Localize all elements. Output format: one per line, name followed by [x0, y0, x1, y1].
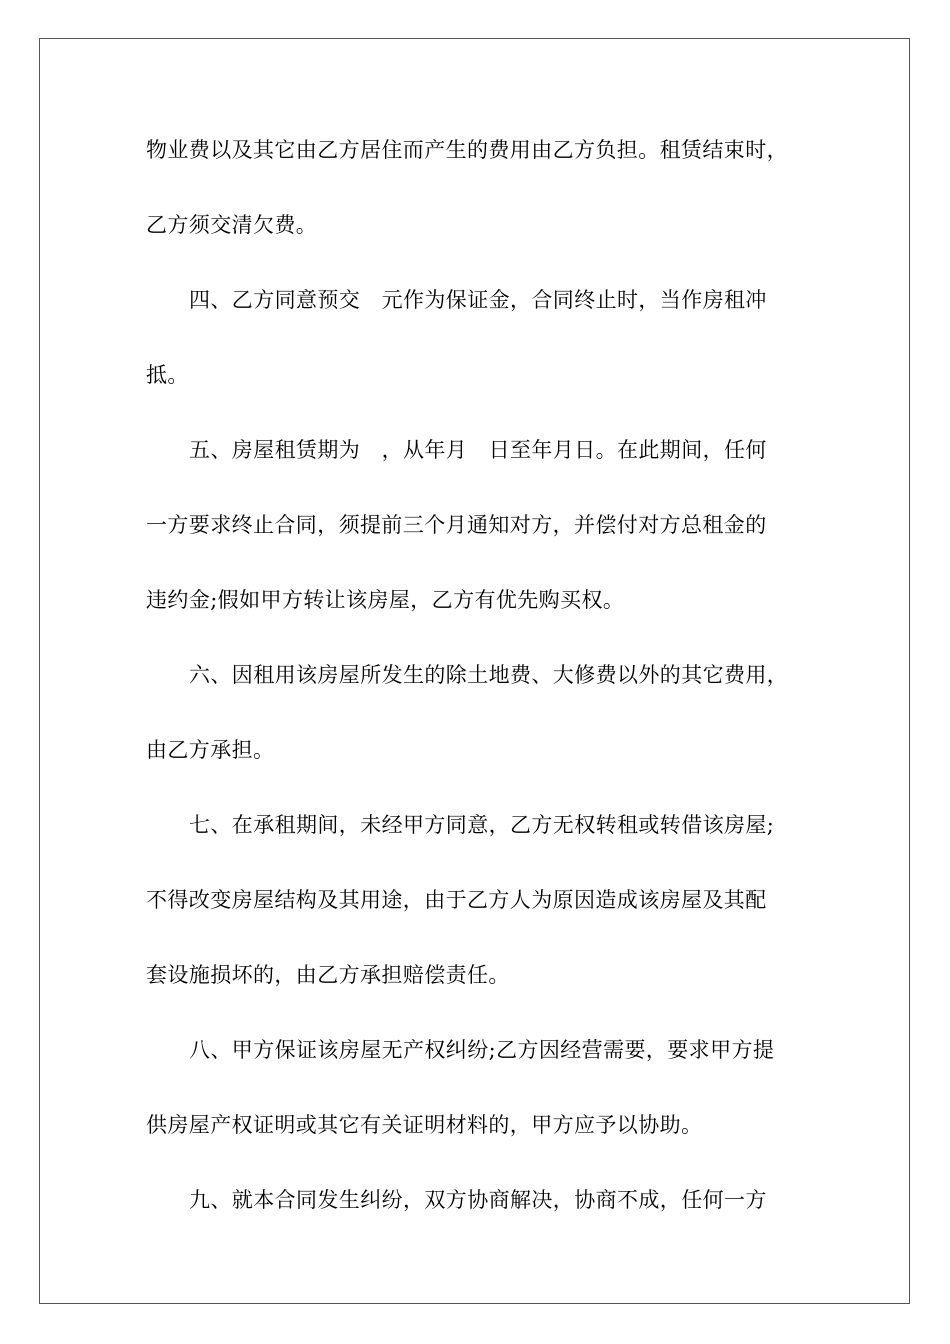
text-line: 一方要求终止合同，须提前三个月通知对方，并偿付对方总租金的 [146, 513, 767, 537]
text-line: 套设施损坏的，由乙方承担赔偿责任。 [146, 963, 510, 987]
text-line: 抵。 [146, 363, 189, 387]
text-line: 物业费以及其它由乙方居住而产生的费用由乙方负担。租赁结束时， [146, 138, 788, 162]
text-line: 由乙方承担。 [146, 738, 275, 762]
clause-4-line: 四、乙方同意预交 元作为保证金，合同终止时，当作房租冲 [189, 288, 767, 312]
clause-7-line: 七、在承租期间，未经甲方同意，乙方无权转租或转借该房屋; [189, 813, 775, 837]
text-line: 供房屋产权证明或其它有关证明材料的，甲方应予以协助。 [146, 1113, 703, 1137]
text-line: 违约金;假如甲方转让该房屋，乙方有优先购买权。 [146, 588, 625, 612]
clause-9-line: 九、就本合同发生纠纷，双方协商解决，协商不成，任何一方 [189, 1188, 767, 1212]
clause-8-line: 八、甲方保证该房屋无产权纠纷;乙方因经营需要，要求甲方提 [189, 1038, 775, 1062]
clause-5-line: 五、房屋租赁期为 ，从年月 日至年月日。在此期间，任何 [189, 438, 767, 462]
text-line: 乙方须交清欠费。 [146, 213, 318, 237]
clause-6-line: 六、因租用该房屋所发生的除土地费、大修费以外的其它费用， [189, 663, 789, 687]
text-line: 不得改变房屋结构及其用途，由于乙方人为原因造成该房屋及其配 [146, 888, 767, 912]
